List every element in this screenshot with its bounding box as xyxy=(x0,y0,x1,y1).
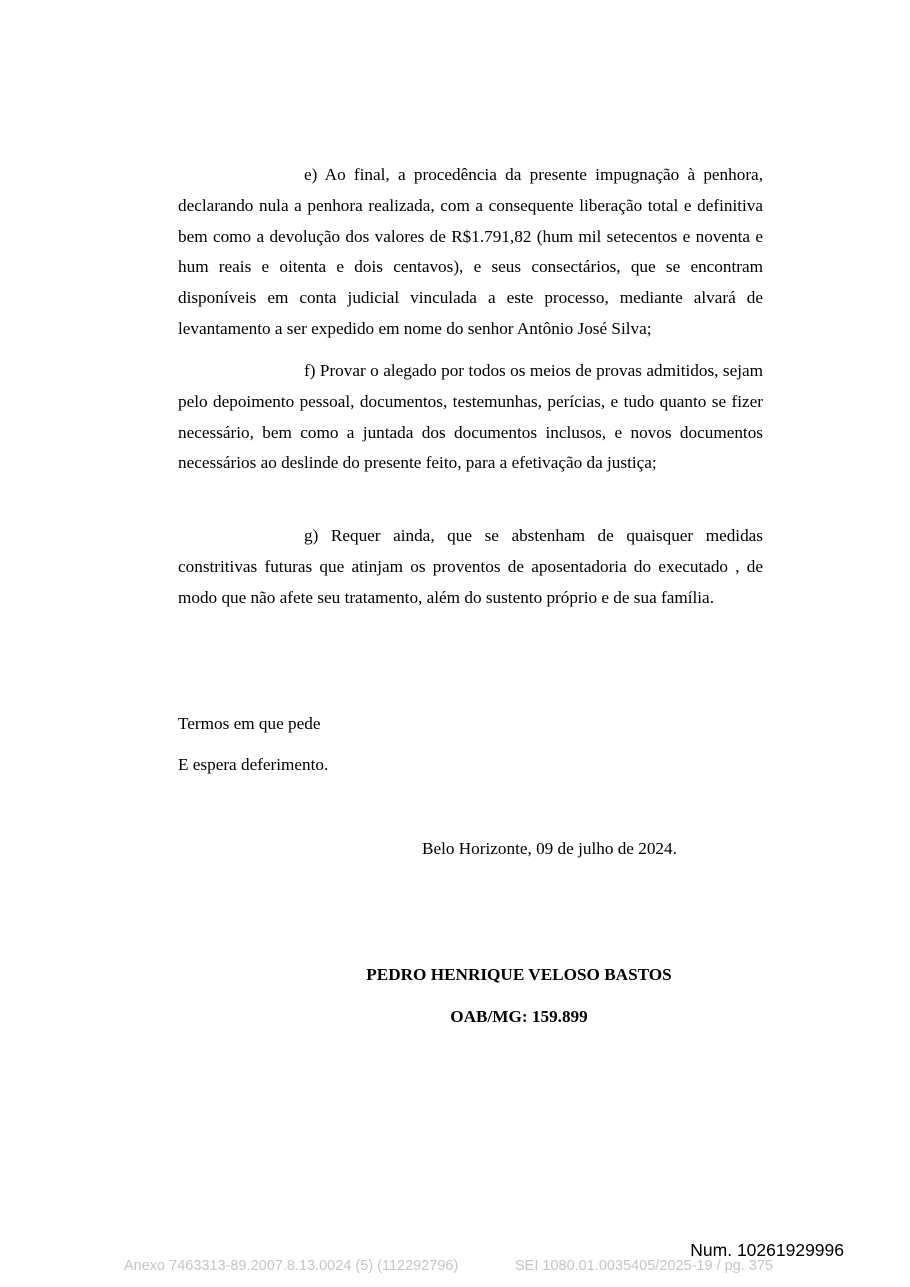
closing-line-1: Termos em que pede xyxy=(178,714,321,733)
place-date-line: Belo Horizonte, 09 de julho de 2024. xyxy=(422,839,677,858)
request-item-g: g) Requer ainda, que se abstenham de quaisquer medidas constritivas futuras que atinjam os proventos de aposentadoria do executado , de modo que não afete seu tratamento, além do sustento próprio e de sua família. xyxy=(178,526,763,607)
document-number: Num. 10261929996 xyxy=(690,1240,844,1260)
closing-line-2: E espera deferimento. xyxy=(178,755,329,774)
annex-reference: Anexo 7463313-89.2007.8.13.0024 (5) (112292796) xyxy=(124,1258,459,1274)
request-item-e: e) Ao final, a procedência da presente impugnação à penhora, declarando nula a penhora realizada, com a consequente liberação total e definitiva bem como a devolução dos valores de R$1.791,82 (hum mil setecentos e noventa e hum reais e oitenta e dois centavos), e seus consectários, que se encontram disponíveis em conta judicial vinculada a este processo, mediante alvará de levantamento a ser expedido em nome do senhor Antônio José Silva; xyxy=(178,165,763,338)
sei-page-reference: SEI 1080.01.0035405/2025-19 / pg. 375 xyxy=(515,1258,773,1274)
signer-name: PEDRO HENRIQUE VELOSO BASTOS xyxy=(366,965,672,984)
signer-oab-number: OAB/MG: 159.899 xyxy=(450,1007,588,1026)
request-item-f: f) Provar o alegado por todos os meios de provas admitidos, sejam pelo depoimento pessoal, documentos, testemunhas, perícias, e tudo quanto se fizer necessário, bem como a juntada dos documentos inclusos, e novos documentos necessários ao deslinde do presente feito, para a efetivação da justiça; xyxy=(178,361,763,473)
